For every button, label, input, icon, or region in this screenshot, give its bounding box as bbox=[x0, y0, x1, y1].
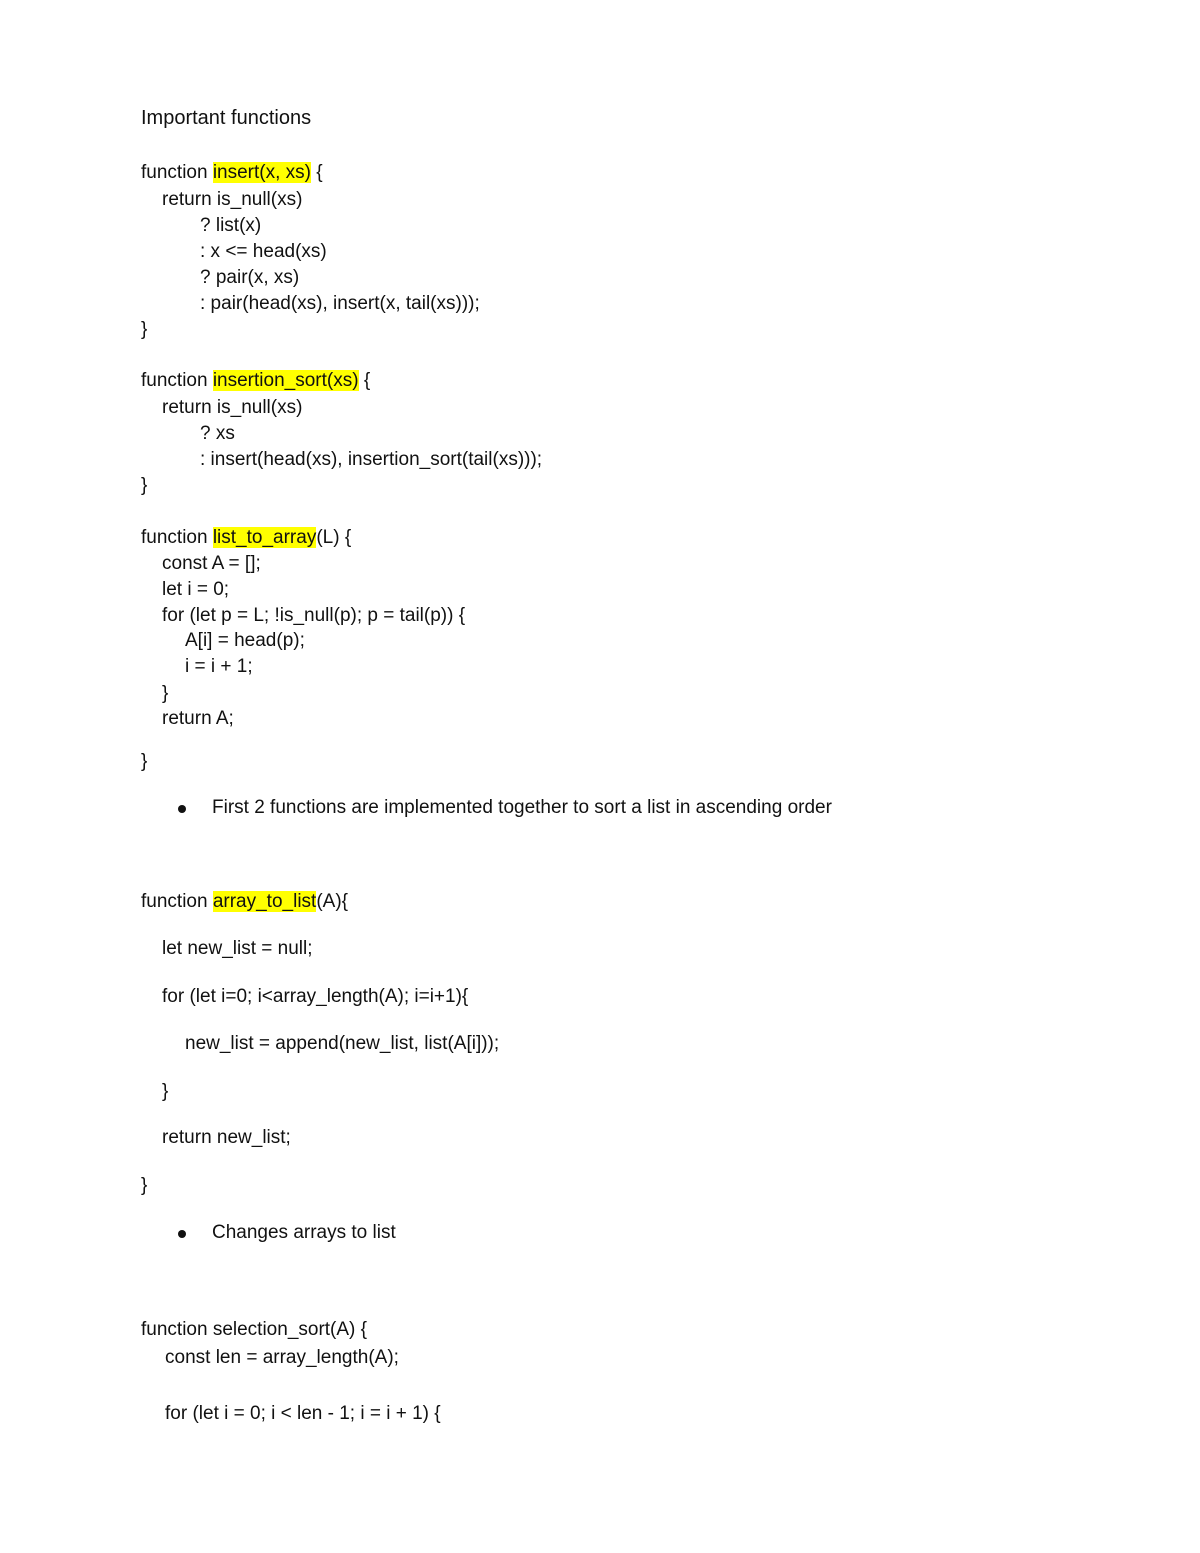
code-line: for (let i=0; i<array_length(A); i=i+1){ bbox=[162, 986, 469, 1007]
closing-brace: } bbox=[141, 751, 148, 772]
keyword-function: function bbox=[141, 162, 213, 183]
highlighted-function-name: array_to_list bbox=[212, 891, 317, 912]
code-line: return is_null(xs) bbox=[162, 397, 303, 418]
highlighted-function-name: insert(x, xs) bbox=[212, 162, 312, 183]
highlighted-function-name: insertion_sort(xs) bbox=[212, 370, 359, 391]
header-suffix: { bbox=[358, 370, 371, 391]
code-line: } bbox=[162, 1081, 169, 1102]
closing-brace: } bbox=[141, 475, 148, 496]
header-suffix: (A){ bbox=[316, 891, 349, 912]
bullet-dot bbox=[178, 805, 186, 813]
keyword-function: function bbox=[141, 891, 213, 912]
code-line: const len = array_length(A); bbox=[165, 1347, 399, 1368]
code-line: : pair(head(xs), insert(x, tail(xs))); bbox=[200, 293, 480, 314]
code-line: A[i] = head(p); bbox=[185, 630, 305, 651]
bullet-note: Changes arrays to list bbox=[212, 1222, 396, 1243]
code-line: ? list(x) bbox=[200, 215, 262, 236]
header-suffix: { bbox=[311, 162, 323, 183]
code-line: return A; bbox=[162, 708, 234, 729]
bullet-note: First 2 functions are implemented together to sort a list in ascending order bbox=[212, 797, 832, 818]
code-line: return is_null(xs) bbox=[162, 189, 303, 210]
list-to-array-function-header bbox=[141, 526, 351, 550]
code-line: let new_list = null; bbox=[162, 938, 313, 959]
code-line: for (let p = L; !is_null(p); p = tail(p)) { bbox=[162, 605, 466, 626]
highlighted-function-name: list_to_array bbox=[212, 527, 317, 548]
code-line: : insert(head(xs), insertion_sort(tail(xs))); bbox=[200, 449, 543, 470]
header-suffix: (L) { bbox=[316, 527, 352, 548]
array-to-list-function-header bbox=[141, 890, 348, 914]
code-line: : x <= head(xs) bbox=[200, 241, 327, 262]
page-title: Important functions bbox=[141, 107, 312, 129]
code-line: new_list = append(new_list, list(A[i])); bbox=[185, 1033, 500, 1054]
bullet-dot bbox=[178, 1230, 186, 1238]
keyword-function: function bbox=[141, 527, 213, 548]
code-line: ? xs bbox=[200, 423, 235, 444]
code-line: return new_list; bbox=[162, 1127, 291, 1148]
code-line: i = i + 1; bbox=[185, 656, 253, 677]
selection-sort-function-header: function selection_sort(A) { bbox=[141, 1319, 368, 1340]
code-line: const A = []; bbox=[162, 553, 261, 574]
code-line: for (let i = 0; i < len - 1; i = i + 1) { bbox=[165, 1403, 441, 1424]
code-line: } bbox=[162, 683, 169, 704]
closing-brace: } bbox=[141, 1175, 148, 1196]
insert-function-header bbox=[141, 161, 323, 185]
code-line: ? pair(x, xs) bbox=[200, 267, 300, 288]
closing-brace: } bbox=[141, 319, 148, 340]
code-line: let i = 0; bbox=[162, 579, 230, 600]
insertion-sort-function-header bbox=[141, 369, 370, 393]
keyword-function: function bbox=[141, 370, 213, 391]
